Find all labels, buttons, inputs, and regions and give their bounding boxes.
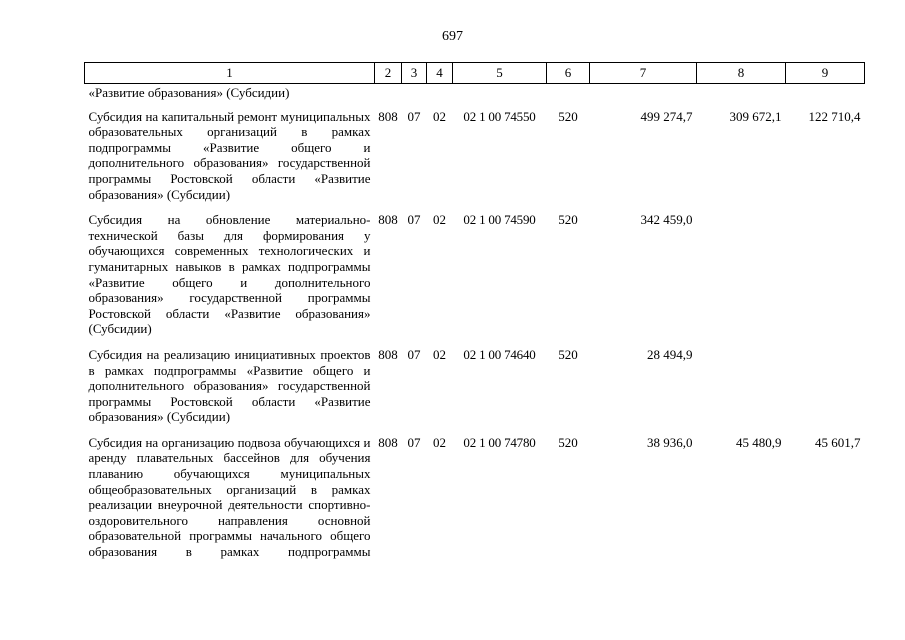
row-amount-1: 499 274,7 bbox=[640, 108, 693, 124]
row-ministry: 808 bbox=[378, 212, 398, 228]
row-ministry: 808 bbox=[378, 108, 398, 124]
row-target-article: 02 1 00 74780 bbox=[463, 434, 536, 450]
column-header: 4 bbox=[427, 63, 453, 84]
row-amount-2 bbox=[697, 206, 786, 341]
row-target-article: 02 1 00 74550 bbox=[463, 108, 536, 124]
row-section: 07 bbox=[407, 212, 421, 228]
column-header: 5 bbox=[453, 63, 547, 84]
row-amount-2: 45 480,9 bbox=[736, 434, 782, 450]
budget-table bbox=[84, 62, 865, 564]
row-amount-1: 38 936,0 bbox=[647, 434, 693, 450]
row-target-article: 02 1 00 74590 bbox=[463, 212, 536, 228]
row-subsection: 02 bbox=[433, 212, 446, 228]
row-expense-type: 520 bbox=[558, 434, 578, 450]
row-ministry: 808 bbox=[378, 434, 398, 450]
column-header: 3 bbox=[402, 63, 427, 84]
row-section: 07 bbox=[407, 108, 421, 124]
row-section: 07 bbox=[407, 434, 421, 450]
column-header: 7 bbox=[590, 63, 697, 84]
row-amount-3: 45 601,7 bbox=[815, 434, 861, 450]
table-row bbox=[85, 341, 865, 429]
row-ministry: 808 bbox=[378, 346, 398, 362]
row-section: 07 bbox=[407, 346, 421, 362]
row-amount-3: 122 710,4 bbox=[808, 108, 861, 124]
column-header: 8 bbox=[697, 63, 786, 84]
row-description: Субсидия на капитальный ремонт муниципальных образовательных организаций в рамках подпрограммы «Развитие общего и дополнительного образования» государственной программы Ростовской области «Развитие образования» (Субсидии) bbox=[88, 108, 371, 202]
row-expense-type: 520 bbox=[558, 346, 578, 362]
row-expense-type: 520 bbox=[558, 108, 578, 124]
column-header: 1 bbox=[85, 63, 375, 84]
row-amount-1: 342 459,0 bbox=[640, 212, 693, 228]
column-header: 9 bbox=[786, 63, 865, 84]
column-header: 2 bbox=[375, 63, 402, 84]
row-expense-type: 520 bbox=[558, 212, 578, 228]
page-number: 697 bbox=[442, 29, 463, 44]
column-header: 6 bbox=[547, 63, 590, 84]
table-row bbox=[85, 206, 865, 341]
row-amount-3 bbox=[786, 341, 865, 429]
row-description: Субсидия на организацию подвоза обучающихся и аренду плавательных бассейнов для обучения плаванию обучающихся муниципальных общеобразовательных организаций в рамках реализации внеурочной деятельности спортивно-оздоровительного направления основной образовательной программы начального общего образования в рамках подпрограммы bbox=[88, 434, 371, 560]
row-amount-2: 309 672,1 bbox=[729, 108, 782, 124]
row-amount-2 bbox=[697, 341, 786, 429]
row-amount-3 bbox=[786, 206, 865, 341]
header-row bbox=[85, 63, 865, 84]
row-target-article: 02 1 00 74640 bbox=[463, 346, 536, 362]
row-subsection: 02 bbox=[433, 108, 446, 124]
row-description: Субсидия на реализацию инициативных проектов в рамках подпрограммы «Развитие общего и дополнительного образования» государственной программы Ростовской области «Развитие образования» (Субсидии) bbox=[88, 346, 371, 425]
table-row bbox=[85, 103, 865, 207]
table-row bbox=[85, 429, 865, 564]
row-description: Субсидия на обновление материально-технической базы для формирования у обучающихся современных технологических и гуманитарных навыков в рамках подпрограммы «Развитие общего и дополнительного образования» государственной программы Ростовской области «Развитие образования» (Субсидии) bbox=[88, 212, 371, 337]
continuation-row bbox=[85, 84, 865, 103]
row-amount-1: 28 494,9 bbox=[647, 346, 693, 362]
row-subsection: 02 bbox=[433, 346, 446, 362]
row-subsection: 02 bbox=[433, 434, 446, 450]
continuation-text: «Развитие образования» (Субсидии) bbox=[88, 85, 290, 100]
